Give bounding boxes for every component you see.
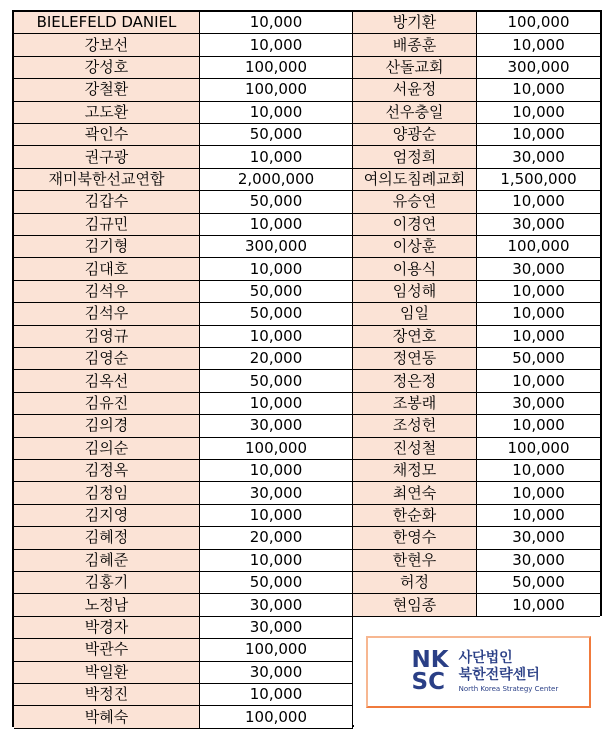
- right-donor-name-cell: 한순화: [353, 505, 477, 527]
- donor-table: [12, 10, 602, 727]
- right-donor-amount-cell: 10,000: [477, 34, 600, 56]
- right-donor-name-cell: 서윤정: [353, 79, 477, 101]
- right-donor-name-cell: 정은정: [353, 370, 477, 392]
- right-donor-amount-cell: 50,000: [477, 348, 600, 370]
- left-donor-amount-cell: 50,000: [200, 572, 353, 594]
- left-donor-amount-cell: 30,000: [200, 594, 353, 616]
- logo-org-line2: 북한전략센터: [458, 666, 540, 683]
- right-donor-amount-cell: 10,000: [477, 124, 600, 146]
- left-donor-amount-cell: 10,000: [200, 258, 353, 280]
- right-donor-amount-cell: 10,000: [477, 281, 600, 303]
- left-donor-amount-cell: 30,000: [200, 617, 353, 639]
- right-donor-amount-cell: 50,000: [477, 572, 600, 594]
- left-donor-name-cell: 박일환: [14, 662, 200, 684]
- right-donor-amount-cell: 10,000: [477, 191, 600, 213]
- left-donor-name-cell: 김석우: [14, 281, 200, 303]
- left-donor-name-cell: 김홍기: [14, 572, 200, 594]
- right-donor-name-cell: 조성헌: [353, 415, 477, 437]
- right-donor-name-cell: 방기환: [353, 12, 477, 34]
- left-donor-amount-cell: 10,000: [200, 505, 353, 527]
- left-donor-name-cell: 김영규: [14, 326, 200, 348]
- right-donor-name-cell: 유승연: [353, 191, 477, 213]
- right-donor-name-cell: 장연호: [353, 326, 477, 348]
- logo-mark: [411, 646, 449, 695]
- left-donor-amount-cell: 10,000: [200, 214, 353, 236]
- right-donor-name-cell: 산돌교회: [353, 57, 477, 79]
- left-donor-name-cell: 김규민: [14, 214, 200, 236]
- right-donor-name-cell: 진성철: [353, 438, 477, 460]
- left-donor-name-cell: BIELEFELD DANIEL: [14, 12, 200, 34]
- left-donor-amount-cell: 50,000: [200, 303, 353, 325]
- right-donor-name-cell: 여의도침례교회: [353, 169, 477, 191]
- left-donor-name-cell: 김의순: [14, 438, 200, 460]
- logo-mark-bottom: SC: [411, 668, 445, 695]
- left-donor-name-cell: 김옥선: [14, 370, 200, 392]
- left-donor-amount-cell: 10,000: [200, 326, 353, 348]
- right-donor-name-cell: 배종훈: [353, 34, 477, 56]
- left-donor-amount-cell: 10,000: [200, 684, 353, 706]
- right-donor-name-cell: 채정모: [353, 460, 477, 482]
- left-donor-amount-cell: 50,000: [200, 191, 353, 213]
- left-donor-amount-cell: 20,000: [200, 348, 353, 370]
- left-donor-name-cell: 박정진: [14, 684, 200, 706]
- left-donor-name-cell: 고도환: [14, 102, 200, 124]
- right-donor-name-cell: 현임종: [353, 594, 477, 616]
- left-donor-amount-cell: 10,000: [200, 34, 353, 56]
- left-donor-name-cell: 김정옥: [14, 460, 200, 482]
- left-donor-name-cell: 김영순: [14, 348, 200, 370]
- left-donor-name-cell: 김대호: [14, 258, 200, 280]
- right-donor-name-cell: 양광순: [353, 124, 477, 146]
- right-donor-amount-cell: 10,000: [477, 303, 600, 325]
- right-donor-amount-cell: 10,000: [477, 370, 600, 392]
- right-donor-name-cell: 한현우: [353, 550, 477, 572]
- left-donor-name-cell: 박혜숙: [14, 706, 200, 728]
- right-donor-amount-cell: 1,500,000: [477, 169, 600, 191]
- left-donor-amount-cell: 10,000: [200, 146, 353, 168]
- right-donor-amount-cell: 100,000: [477, 12, 600, 34]
- left-donor-name-cell: 김혜정: [14, 527, 200, 549]
- left-donor-amount-cell: 30,000: [200, 415, 353, 437]
- left-donor-amount-cell: 10,000: [200, 393, 353, 415]
- left-donor-amount-cell: 100,000: [200, 639, 353, 661]
- left-donor-amount-cell: 100,000: [200, 706, 353, 728]
- left-donor-amount-cell: 10,000: [200, 102, 353, 124]
- left-donor-name-cell: 강철환: [14, 79, 200, 101]
- right-donor-amount-cell: 100,000: [477, 236, 600, 258]
- left-donor-amount-cell: 20,000: [200, 527, 353, 549]
- right-donor-amount-cell: 10,000: [477, 460, 600, 482]
- right-donor-amount-cell: 10,000: [477, 415, 600, 437]
- right-donor-amount-cell: 30,000: [477, 393, 600, 415]
- left-donor-amount-cell: 2,000,000: [200, 169, 353, 191]
- left-donor-name-cell: 김갑수: [14, 191, 200, 213]
- right-donor-amount-cell: 30,000: [477, 258, 600, 280]
- logo-org-english: North Korea Strategy Center: [458, 684, 559, 693]
- left-donor-amount-cell: 300,000: [200, 236, 353, 258]
- logo-mark-top: NK: [411, 646, 449, 673]
- left-donor-name-cell: 강성호: [14, 57, 200, 79]
- nksc-logo: [366, 636, 591, 708]
- right-donor-name-cell: 임일: [353, 303, 477, 325]
- left-donor-name-cell: 김의경: [14, 415, 200, 437]
- left-donor-name-cell: 김지영: [14, 505, 200, 527]
- right-donor-amount-cell: 100,000: [477, 438, 600, 460]
- left-donor-amount-cell: 30,000: [200, 662, 353, 684]
- right-donor-amount-cell: 10,000: [477, 79, 600, 101]
- right-donor-amount-cell: 300,000: [477, 57, 600, 79]
- right-donor-name-cell: 한영수: [353, 527, 477, 549]
- left-donor-name-cell: 김정임: [14, 482, 200, 504]
- logo-area: [354, 616, 602, 727]
- right-donor-amount-cell: 10,000: [477, 505, 600, 527]
- left-donor-amount-cell: 100,000: [200, 79, 353, 101]
- left-donor-amount-cell: 100,000: [200, 57, 353, 79]
- right-donor-name-cell: 조봉래: [353, 393, 477, 415]
- right-donor-name-cell: 최연숙: [353, 482, 477, 504]
- right-donor-amount-cell: 10,000: [477, 102, 600, 124]
- right-donor-amount-cell: 10,000: [477, 594, 600, 616]
- left-donor-name-cell: 김석우: [14, 303, 200, 325]
- right-donor-amount-cell: 30,000: [477, 527, 600, 549]
- left-donor-amount-cell: 30,000: [200, 482, 353, 504]
- right-donor-name-cell: 엄정희: [353, 146, 477, 168]
- right-donor-amount-cell: 10,000: [477, 326, 600, 348]
- left-donor-name-cell: 김기형: [14, 236, 200, 258]
- left-donor-amount-cell: 50,000: [200, 370, 353, 392]
- right-donor-name-cell: 허정: [353, 572, 477, 594]
- right-donor-name-cell: 임성해: [353, 281, 477, 303]
- left-donor-name-cell: 박관수: [14, 639, 200, 661]
- left-donor-amount-cell: 10,000: [200, 12, 353, 34]
- right-donor-name-cell: 이경연: [353, 214, 477, 236]
- right-donor-name-cell: 이상훈: [353, 236, 477, 258]
- right-donor-amount-cell: 30,000: [477, 550, 600, 572]
- left-donor-name-cell: 권구광: [14, 146, 200, 168]
- left-donor-name-cell: 박경자: [14, 617, 200, 639]
- right-donor-name-cell: 선우충일: [353, 102, 477, 124]
- logo-text: [459, 650, 559, 692]
- left-donor-name-cell: 곽인수: [14, 124, 200, 146]
- left-donor-amount-cell: 50,000: [200, 281, 353, 303]
- right-donor-name-cell: 정연동: [353, 348, 477, 370]
- right-donor-name-cell: 이용식: [353, 258, 477, 280]
- left-donor-amount-cell: 10,000: [200, 460, 353, 482]
- right-donor-amount-cell: 30,000: [477, 146, 600, 168]
- left-donor-name-cell: 김혜준: [14, 550, 200, 572]
- left-donor-name-cell: 노정남: [14, 594, 200, 616]
- left-donor-amount-cell: 50,000: [200, 124, 353, 146]
- logo-org-line1: 사단법인: [458, 650, 513, 667]
- left-donor-name-cell: 재미북한선교연합: [14, 169, 200, 191]
- left-donor-amount-cell: 10,000: [200, 550, 353, 572]
- left-donor-name-cell: 강보선: [14, 34, 200, 56]
- left-donor-name-cell: 김유진: [14, 393, 200, 415]
- right-donor-amount-cell: 30,000: [477, 214, 600, 236]
- right-donor-amount-cell: 10,000: [477, 482, 600, 504]
- left-donor-amount-cell: 100,000: [200, 438, 353, 460]
